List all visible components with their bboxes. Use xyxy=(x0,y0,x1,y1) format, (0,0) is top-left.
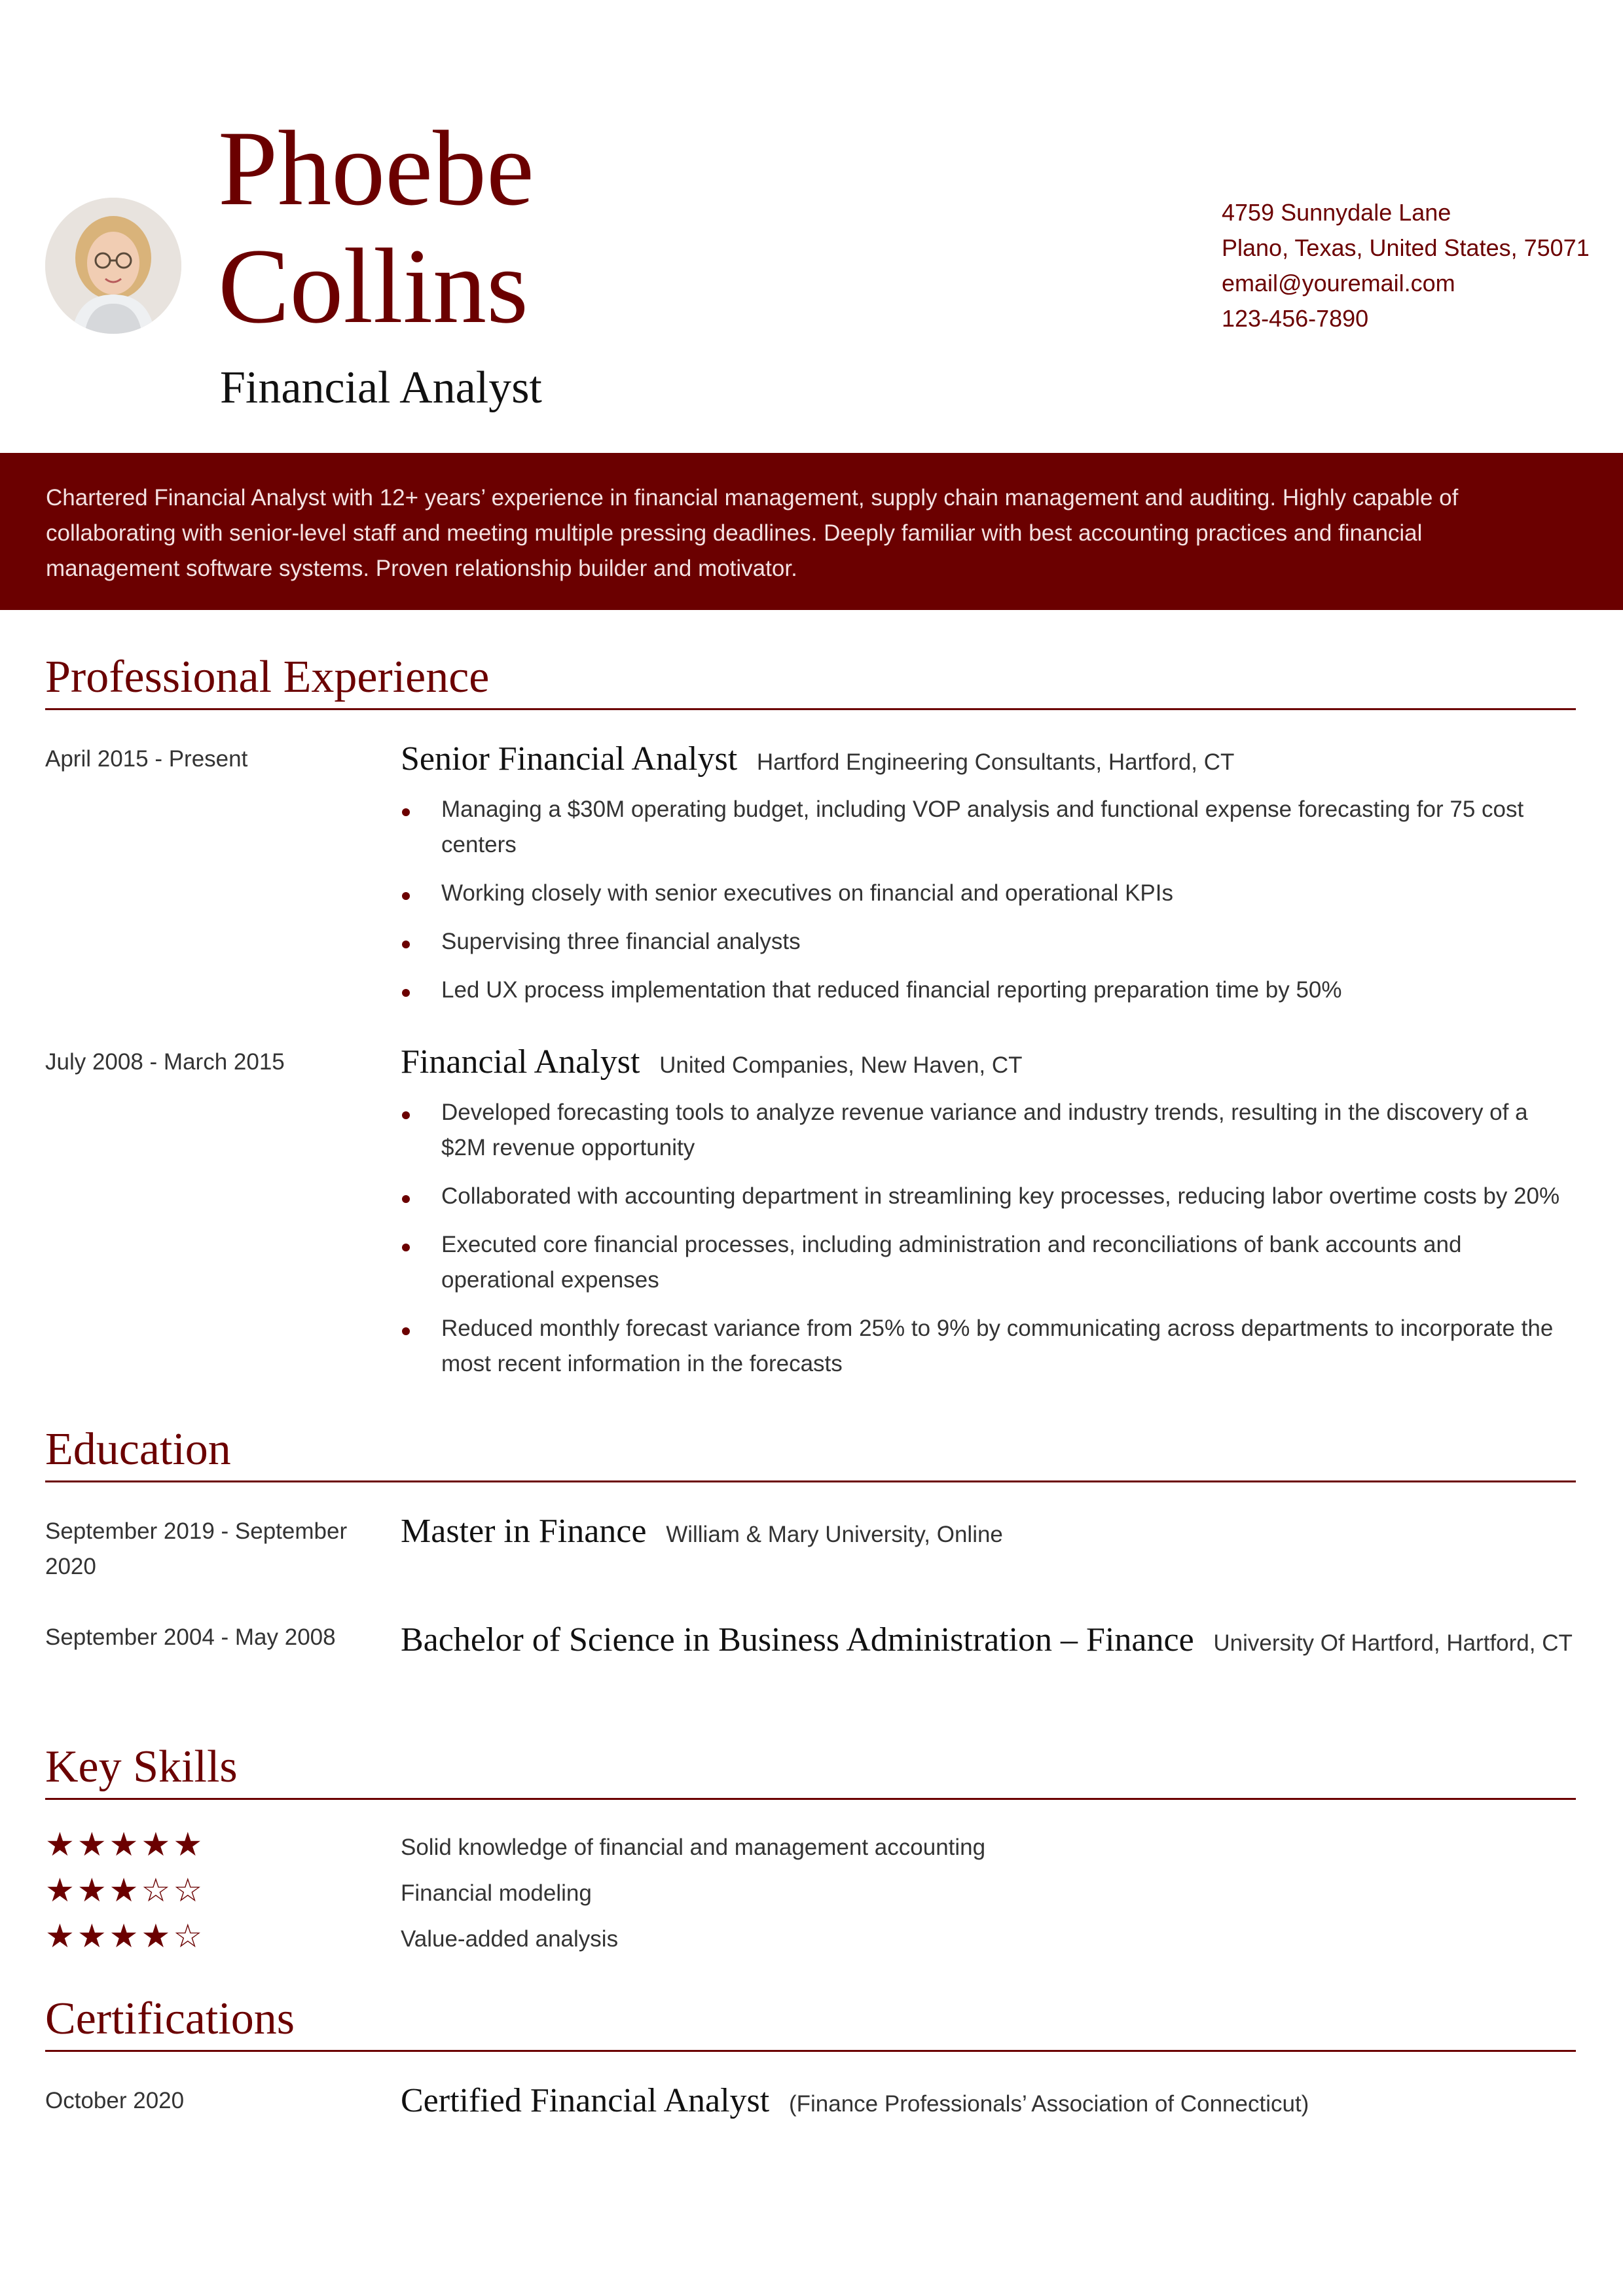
section-title-experience: Professional Experience xyxy=(45,648,1576,710)
education-degree: Bachelor of Science in Business Administration – Finance xyxy=(401,1621,1194,1659)
profile-photo xyxy=(45,198,181,334)
address-line-2: Plano, Texas, United States, 75071 xyxy=(1222,234,1590,261)
education-date: September 2004 - May 2008 xyxy=(45,1624,336,1650)
education-section xyxy=(45,1420,1576,1664)
list-item: Supervising three financial analysts xyxy=(401,924,1576,960)
star-filled-icon: ★ xyxy=(173,1826,206,1863)
star-filled-icon: ★ xyxy=(141,1826,173,1863)
job-title: Financial Analyst xyxy=(220,363,542,413)
section-title-skills: Key Skills xyxy=(45,1738,1576,1800)
star-rating xyxy=(45,1871,205,1910)
star-filled-icon: ★ xyxy=(77,1918,109,1954)
section-title-education: Education xyxy=(45,1420,1576,1482)
star-filled-icon: ★ xyxy=(109,1872,141,1909)
skill-label: Solid knowledge of financial and management accounting xyxy=(401,1835,986,1860)
certification-name: Certified Financial Analyst xyxy=(401,2082,770,2119)
star-filled-icon: ★ xyxy=(141,1918,173,1954)
experience-date: April 2015 - Present xyxy=(45,746,248,772)
summary-text: Chartered Financial Analyst with 12+ years’ experience in financial management, supply chain management and auditing. Highly capable of collaborating with senior-level staff and meeting multiple pressing deadlines. Deeply familiar with best accounting practices and financial management software systems. Proven relationship builder and motivator. xyxy=(46,485,1459,581)
star-empty-icon: ☆ xyxy=(173,1918,206,1954)
experience-section xyxy=(45,648,1576,1395)
star-filled-icon: ★ xyxy=(45,1918,77,1954)
contact-info xyxy=(1222,195,1588,336)
last-name: Collins xyxy=(218,227,528,346)
experience-entry xyxy=(45,742,1576,1008)
star-filled-icon: ★ xyxy=(109,1918,141,1954)
star-rating xyxy=(45,1916,205,1956)
star-filled-icon: ★ xyxy=(45,1872,77,1909)
email-link[interactable]: email@youremail.com xyxy=(1222,270,1455,296)
experience-org: Hartford Engineering Consultants, Hartford, CT xyxy=(756,749,1235,775)
experience-role-line xyxy=(401,742,1576,780)
list-item: Led UX process implementation that reduced financial reporting preparation time by 50% xyxy=(401,973,1576,1008)
education-degree: Master in Finance xyxy=(401,1513,647,1550)
star-filled-icon: ★ xyxy=(109,1826,141,1863)
skill-label: Value-added analysis xyxy=(401,1926,619,1952)
experience-role: Senior Financial Analyst xyxy=(401,740,738,778)
star-empty-icon: ☆ xyxy=(173,1872,206,1909)
first-name: Phoebe xyxy=(218,109,534,228)
experience-role-line xyxy=(401,1045,1576,1083)
certification-entry xyxy=(45,2083,1576,2122)
list-item: Managing a $30M operating budget, including VOP analysis and functional expense forecasting for 75 cost centers xyxy=(401,792,1576,863)
star-filled-icon: ★ xyxy=(77,1826,109,1863)
experience-role: Financial Analyst xyxy=(401,1043,640,1081)
star-filled-icon: ★ xyxy=(77,1872,109,1909)
experience-org: United Companies, New Haven, CT xyxy=(659,1052,1023,1078)
phone-number: 123-456-7890 xyxy=(1222,305,1369,332)
candidate-name xyxy=(218,110,534,346)
list-item: Executed core financial processes, including administration and reconciliations of bank accounts and operational expenses xyxy=(401,1227,1576,1298)
skill-row xyxy=(45,1871,1576,1916)
education-school: William & Mary University, Online xyxy=(666,1522,1003,1547)
experience-date: July 2008 - March 2015 xyxy=(45,1049,285,1075)
star-rating xyxy=(45,1825,205,1864)
summary-band xyxy=(0,453,1623,610)
certifications-section xyxy=(45,1990,1576,2122)
address-line-1: 4759 Sunnydale Lane xyxy=(1222,199,1451,226)
list-item: Developed forecasting tools to analyze revenue variance and industry trends, resulting in the discovery of a $2M revenue opportunity xyxy=(401,1095,1576,1166)
profile-photo-illustration xyxy=(45,198,181,334)
certification-issuer: (Finance Professionals’ Association of Connecticut) xyxy=(788,2091,1309,2117)
education-date: September 2019 - September 2020 xyxy=(45,1518,348,1579)
education-school: University Of Hartford, Hartford, CT xyxy=(1213,1630,1573,1656)
skills-section xyxy=(45,1738,1576,1962)
experience-bullets xyxy=(401,1095,1576,1382)
list-item: Reduced monthly forecast variance from 25% to 9% by communicating across departments to incorporate the most recent information in the forecasts xyxy=(401,1311,1576,1382)
section-title-certifications: Certifications xyxy=(45,1990,1576,2052)
education-entry xyxy=(45,1620,1576,1664)
skill-row xyxy=(45,1825,1576,1871)
education-entry xyxy=(45,1514,1576,1586)
experience-entry xyxy=(45,1045,1576,1382)
star-empty-icon: ☆ xyxy=(141,1872,173,1909)
list-item: Working closely with senior executives on financial and operational KPIs xyxy=(401,876,1576,911)
skill-label: Financial modeling xyxy=(401,1880,592,1906)
experience-bullets xyxy=(401,792,1576,1008)
star-filled-icon: ★ xyxy=(45,1826,77,1863)
skill-row xyxy=(45,1916,1576,1962)
certification-date: October 2020 xyxy=(45,2088,185,2113)
list-item: Collaborated with accounting department in streamlining key processes, reducing labor overtime costs by 20% xyxy=(401,1179,1576,1214)
